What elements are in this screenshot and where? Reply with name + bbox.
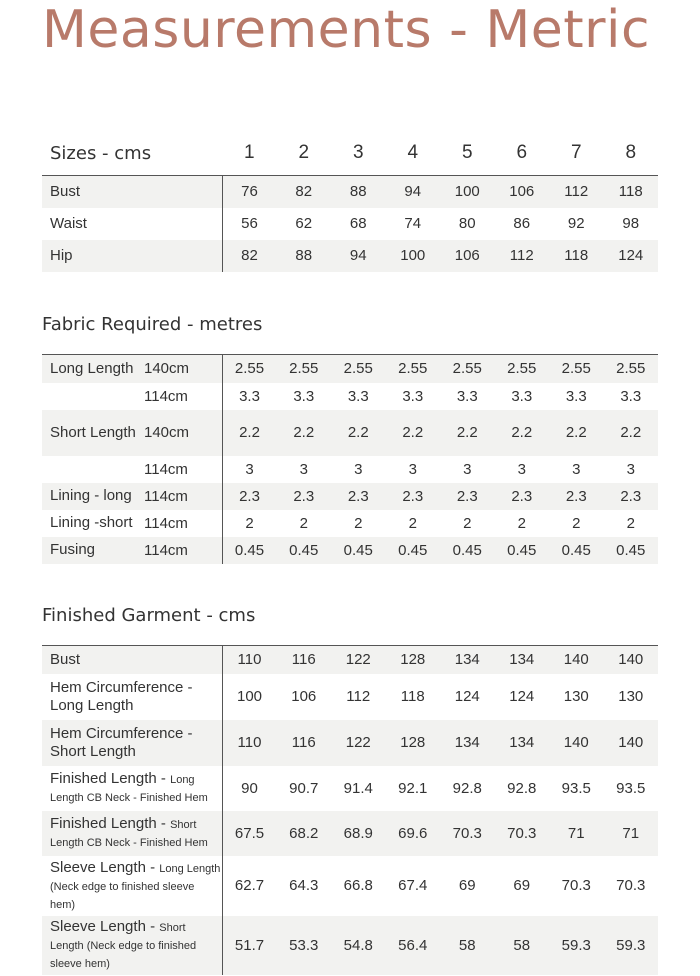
finished-section-title: Finished Garment - cms bbox=[42, 605, 256, 626]
cell-value: 59.3 bbox=[604, 916, 659, 975]
cell-value: 2.2 bbox=[277, 410, 332, 456]
fabric-table bbox=[42, 354, 658, 564]
cell-value: 0.45 bbox=[495, 537, 550, 564]
cell-value: 134 bbox=[440, 720, 495, 766]
cell-value: 3.3 bbox=[620, 387, 642, 405]
cell-value: 2.3 bbox=[604, 483, 659, 510]
cell-value: 112 bbox=[495, 240, 550, 272]
cell-value: 134 bbox=[440, 646, 495, 674]
cell-value: 2 bbox=[299, 514, 308, 532]
row-label: Bust bbox=[50, 650, 81, 668]
cell-value: 3.3 bbox=[456, 387, 478, 405]
size-header: 2 bbox=[298, 142, 310, 163]
cell-value: 112 bbox=[549, 176, 604, 208]
cell-value: 3 bbox=[354, 460, 363, 478]
cell-value: 56.4 bbox=[386, 916, 441, 975]
cell-value: 88 bbox=[277, 240, 332, 272]
cell-value: 93.5 bbox=[561, 779, 591, 797]
size-header: 1 bbox=[243, 142, 255, 163]
cell-value: 56 bbox=[241, 215, 258, 232]
cell-value: 3 bbox=[626, 460, 635, 478]
cell-value: 67.5 bbox=[222, 811, 277, 856]
cell-value: 2.55 bbox=[277, 355, 332, 383]
cell-value: 118 bbox=[604, 176, 659, 208]
sizes-header-label: Sizes - cms bbox=[50, 142, 152, 164]
table-row bbox=[42, 720, 658, 766]
cell-value: 94 bbox=[331, 240, 386, 272]
cell-value: 128 bbox=[386, 720, 441, 766]
row-label: Short Length bbox=[42, 410, 144, 456]
cell-value: 134 bbox=[495, 720, 550, 766]
cell-value: 2.2 bbox=[222, 410, 277, 456]
row-label: Lining -short bbox=[50, 514, 133, 531]
cell-value: 62.7 bbox=[234, 877, 265, 894]
table-row bbox=[42, 766, 658, 811]
fabric-width: 114cm bbox=[144, 456, 222, 483]
cell-value: 69.6 bbox=[386, 811, 441, 856]
cell-value: 2 bbox=[245, 514, 254, 532]
size-header: 3 bbox=[352, 142, 364, 163]
cell-value: 100 bbox=[440, 176, 495, 208]
cell-value: 92 bbox=[567, 215, 585, 232]
cell-value: 0.45 bbox=[549, 537, 604, 564]
cell-value: 3 bbox=[572, 460, 581, 478]
row-label: Fusing bbox=[42, 537, 144, 564]
row-label-cell bbox=[42, 720, 222, 766]
cell-value: 2.3 bbox=[495, 483, 550, 510]
cell-value: 2 bbox=[463, 514, 472, 532]
fabric-body bbox=[42, 355, 658, 564]
row-label: Bust bbox=[42, 176, 222, 208]
cell-value: 130 bbox=[563, 688, 589, 705]
row-label-cell bbox=[42, 674, 222, 720]
fabric-width: 114cm bbox=[144, 510, 222, 537]
cell-value: 106 bbox=[440, 240, 495, 272]
row-label-cell bbox=[42, 811, 222, 856]
cell-value: 2.55 bbox=[440, 355, 495, 383]
cell-value: 122 bbox=[331, 646, 386, 674]
table-row bbox=[42, 646, 658, 674]
cell-value: 68.2 bbox=[277, 811, 332, 856]
cell-value: 124 bbox=[454, 688, 480, 705]
cell-value: 98 bbox=[622, 215, 640, 232]
cell-value: 91.4 bbox=[343, 779, 373, 797]
fabric-width: 114cm bbox=[144, 483, 222, 510]
cell-value: 2.3 bbox=[222, 483, 277, 510]
cell-value: 68 bbox=[349, 215, 367, 232]
cell-value: 2.3 bbox=[331, 483, 386, 510]
size-header: 6 bbox=[516, 142, 528, 163]
cell-value: 86 bbox=[513, 215, 531, 232]
cell-value: 3.3 bbox=[239, 387, 260, 405]
cell-value: 140 bbox=[604, 646, 659, 674]
cell-value: 3.3 bbox=[402, 387, 424, 405]
cell-value: 62 bbox=[295, 215, 313, 232]
row-label: Sleeve Length - bbox=[50, 918, 160, 935]
cell-value: 140 bbox=[549, 720, 604, 766]
cell-value: 71 bbox=[604, 811, 659, 856]
cell-value: 130 bbox=[618, 688, 644, 705]
row-label-cell bbox=[42, 766, 222, 811]
table-row bbox=[42, 856, 658, 916]
fabric-width: 140cm bbox=[144, 355, 222, 383]
cell-value: 58 bbox=[495, 916, 550, 975]
cell-value: 0.45 bbox=[386, 537, 441, 564]
cell-value: 3.3 bbox=[565, 387, 587, 405]
fabric-width: 114cm bbox=[144, 537, 222, 564]
cell-value: 51.7 bbox=[222, 916, 277, 975]
row-label: Sleeve Length - bbox=[50, 858, 160, 876]
sizes-table bbox=[42, 131, 658, 272]
cell-value: 92.1 bbox=[398, 779, 428, 797]
row-label-note: Long Length CB Neck - Finished Hem bbox=[50, 774, 208, 804]
cell-value: 71 bbox=[549, 811, 604, 856]
cell-value: 2 bbox=[626, 514, 635, 532]
cell-value: 76 bbox=[222, 176, 277, 208]
cell-value: 140 bbox=[604, 720, 659, 766]
cell-value: 2.3 bbox=[277, 483, 332, 510]
cell-value: 124 bbox=[604, 240, 659, 272]
row-label: Hip bbox=[42, 240, 222, 272]
row-label bbox=[42, 383, 144, 410]
table-row bbox=[42, 483, 658, 510]
cell-value: 2.2 bbox=[440, 410, 495, 456]
cell-value: 58 bbox=[440, 916, 495, 975]
cell-value: 93.5 bbox=[616, 779, 646, 797]
table-row bbox=[42, 355, 658, 383]
cell-value: 2 bbox=[517, 514, 526, 532]
cell-value: 70.3 bbox=[616, 877, 646, 894]
finished-body bbox=[42, 646, 658, 975]
cell-value: 106 bbox=[291, 688, 317, 705]
cell-value: 70.3 bbox=[440, 811, 495, 856]
cell-value: 2.55 bbox=[604, 355, 659, 383]
row-label-note: Short Length CB Neck - Finished Hem bbox=[50, 819, 208, 849]
cell-value: 106 bbox=[495, 176, 550, 208]
cell-value: 100 bbox=[236, 688, 263, 705]
table-row bbox=[42, 383, 658, 410]
cell-value: 110 bbox=[222, 646, 277, 674]
fabric-width: 140cm bbox=[144, 410, 222, 456]
row-label: Finished Length - bbox=[50, 815, 171, 832]
row-label: Waist bbox=[42, 208, 222, 240]
cell-value: 53.3 bbox=[277, 916, 332, 975]
size-header: 8 bbox=[625, 142, 637, 163]
cell-value: 3 bbox=[245, 460, 254, 478]
cell-value: 66.8 bbox=[343, 877, 373, 894]
finished-table bbox=[42, 645, 658, 975]
cell-value: 2.55 bbox=[331, 355, 386, 383]
cell-value: 74 bbox=[404, 215, 422, 232]
cell-value: 100 bbox=[386, 240, 441, 272]
sizes-header-row bbox=[42, 131, 658, 176]
cell-value: 88 bbox=[331, 176, 386, 208]
cell-value: 90.7 bbox=[289, 779, 319, 797]
table-row bbox=[42, 208, 658, 240]
cell-value: 0.45 bbox=[331, 537, 386, 564]
cell-value: 3 bbox=[463, 460, 472, 478]
cell-value: 2.2 bbox=[549, 410, 604, 456]
row-label-cell bbox=[42, 856, 222, 916]
table-row bbox=[42, 176, 658, 208]
fabric-width: 114cm bbox=[144, 383, 222, 410]
cell-value: 116 bbox=[277, 720, 332, 766]
table-row bbox=[42, 456, 658, 483]
fabric-section-title: Fabric Required - metres bbox=[42, 314, 263, 335]
cell-value: 70.3 bbox=[495, 811, 550, 856]
cell-value: 128 bbox=[386, 646, 441, 674]
row-label: Long Length bbox=[42, 355, 144, 383]
row-label: Finished Length - bbox=[50, 770, 171, 787]
table-row bbox=[42, 537, 658, 564]
row-label: Hem Circumference - Long Length bbox=[50, 678, 193, 714]
cell-value: 124 bbox=[509, 688, 535, 705]
row-label-note: Long Length (Neck edge to finished sleeve hem) bbox=[50, 862, 221, 911]
cell-value: 92.8 bbox=[452, 779, 482, 797]
cell-value: 140 bbox=[549, 646, 604, 674]
cell-value: 54.8 bbox=[331, 916, 386, 975]
sizes-body bbox=[42, 176, 658, 272]
row-label-cell bbox=[42, 916, 222, 975]
size-header: 4 bbox=[407, 142, 419, 163]
cell-value: 3.3 bbox=[293, 387, 315, 405]
cell-value: 118 bbox=[400, 688, 425, 705]
cell-value: 2 bbox=[408, 514, 417, 532]
table-row bbox=[42, 510, 658, 537]
cell-value: 59.3 bbox=[549, 916, 604, 975]
cell-value: 90 bbox=[241, 779, 258, 797]
cell-value: 64.3 bbox=[289, 877, 319, 894]
cell-value: 92.8 bbox=[507, 779, 537, 797]
cell-value: 2.3 bbox=[549, 483, 604, 510]
cell-value: 2.2 bbox=[331, 410, 386, 456]
cell-value: 2.55 bbox=[222, 355, 277, 383]
cell-value: 112 bbox=[346, 688, 371, 705]
cell-value: 69 bbox=[458, 877, 476, 894]
page-title: Measurements - Metric bbox=[42, 0, 651, 60]
size-header: 7 bbox=[570, 142, 582, 163]
cell-value: 3.3 bbox=[347, 387, 369, 405]
cell-value: 3.3 bbox=[511, 387, 533, 405]
cell-value: 2.3 bbox=[440, 483, 495, 510]
cell-value: 94 bbox=[386, 176, 441, 208]
cell-value: 3 bbox=[299, 460, 308, 478]
row-label: Lining - long bbox=[42, 483, 144, 510]
cell-value: 116 bbox=[277, 646, 332, 674]
table-row bbox=[42, 916, 658, 975]
cell-value: 118 bbox=[549, 240, 604, 272]
size-header: 5 bbox=[461, 142, 473, 163]
cell-value: 2.55 bbox=[386, 355, 441, 383]
row-label-cell bbox=[42, 646, 222, 674]
cell-value: 70.3 bbox=[561, 877, 591, 894]
cell-value: 134 bbox=[495, 646, 550, 674]
table-row bbox=[42, 811, 658, 856]
cell-value: 2 bbox=[354, 514, 363, 532]
cell-value: 2.2 bbox=[495, 410, 550, 456]
table-row bbox=[42, 240, 658, 272]
cell-value: 67.4 bbox=[398, 877, 428, 894]
table-row bbox=[42, 674, 658, 720]
cell-value: 69 bbox=[513, 877, 531, 894]
cell-value: 68.9 bbox=[331, 811, 386, 856]
cell-value: 0.45 bbox=[604, 537, 659, 564]
cell-value: 0.45 bbox=[222, 537, 277, 564]
cell-value: 2 bbox=[572, 514, 581, 532]
cell-value: 80 bbox=[458, 215, 476, 232]
cell-value: 0.45 bbox=[277, 537, 332, 564]
cell-value: 3 bbox=[408, 460, 417, 478]
cell-value: 122 bbox=[331, 720, 386, 766]
cell-value: 3 bbox=[517, 460, 526, 478]
cell-value: 82 bbox=[222, 240, 277, 272]
cell-value: 2.55 bbox=[549, 355, 604, 383]
cell-value: 2.3 bbox=[386, 483, 441, 510]
cell-value: 2.2 bbox=[604, 410, 659, 456]
row-label: Hem Circumference - Short Length bbox=[50, 724, 193, 760]
cell-value: 82 bbox=[277, 176, 332, 208]
cell-value: 2.55 bbox=[495, 355, 550, 383]
cell-value: 2.2 bbox=[386, 410, 441, 456]
table-row bbox=[42, 410, 658, 456]
row-label-note: Short Length (Neck edge to finished sleeve hem) bbox=[50, 922, 197, 970]
row-label bbox=[42, 456, 144, 483]
cell-value: 110 bbox=[222, 720, 277, 766]
cell-value: 0.45 bbox=[440, 537, 495, 564]
